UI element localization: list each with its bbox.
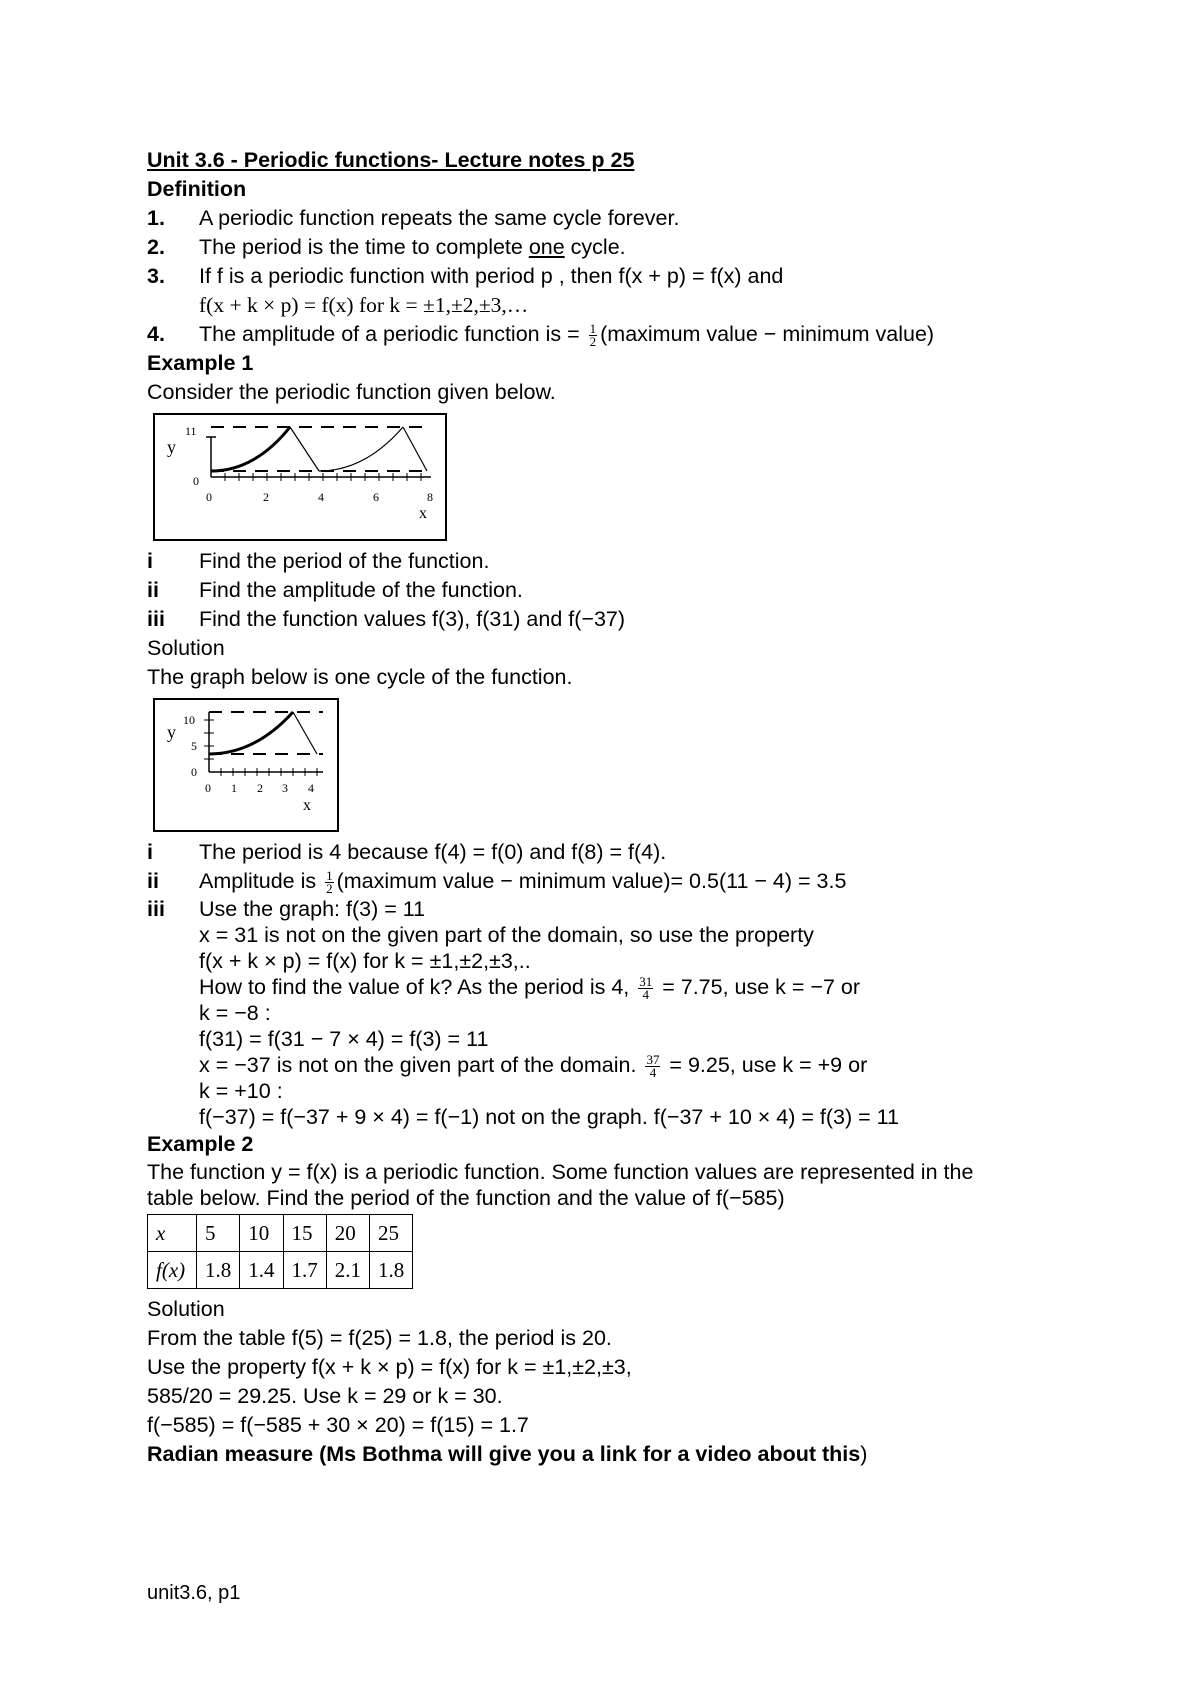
- function-curve-cycle-2: [319, 427, 403, 471]
- item-text-post: (maximum value − minimum value): [600, 322, 935, 346]
- answer-iii-line-3: f(x + k × p) = f(x) for k = ±1,±2,±3,..: [199, 949, 531, 973]
- item-text: If f is a periodic function with period p , then f(x + p) = f(x) and: [199, 264, 784, 288]
- table-cell: 20: [326, 1215, 369, 1252]
- solution-intro: The graph below is one cycle of the function.: [147, 665, 573, 689]
- question-iii: iii Find the function values f(3), f(31) and f(−37): [147, 607, 626, 631]
- function-curve: [209, 712, 293, 754]
- table-header-cell: x: [148, 1215, 197, 1252]
- example-2-solution-line-1: From the table f(5) = f(25) = 1.8, the period is 20.: [147, 1326, 612, 1350]
- example-2-intro-line-1: The function y = f(x) is a periodic function. Some function values are represented in the: [147, 1160, 974, 1184]
- underlined-word: one: [528, 235, 565, 259]
- example-2-solution-line-2: Use the property f(x + k × p) = f(x) for k = ±1,±2,±3,: [147, 1355, 632, 1379]
- solution-label: Solution: [147, 636, 225, 660]
- definition-item-4: [147, 320, 1107, 349]
- function-drop: [293, 712, 317, 754]
- answer-iii-line-4: How to find the value of k? As the period is 4, $\frac{31}{4}$ = 7.75, use k = −7 or: [199, 973, 861, 1002]
- item-number: 2.: [147, 235, 165, 259]
- x-tick-label-4: 4: [308, 781, 314, 795]
- table-cell: 1.4: [240, 1252, 283, 1289]
- fraction-37-4: $\frac{37}{4}$: [646, 1051, 660, 1080]
- definition-heading: Definition: [147, 177, 247, 201]
- item-number: 3.: [147, 264, 165, 288]
- example-2-heading: Example 2: [147, 1132, 254, 1156]
- table-cell: 1.8: [370, 1252, 413, 1289]
- item-text: A periodic function repeats the same cycle forever.: [199, 206, 680, 230]
- item-number: 4.: [147, 322, 165, 346]
- function-values-table: [147, 1214, 413, 1289]
- x-tick-label-4: 4: [318, 490, 324, 504]
- item-text-pre: The amplitude of a periodic function is =: [199, 322, 586, 346]
- example-2-solution-line-3: 585/20 = 29.25. Use k = 29 or k = 30.: [147, 1384, 503, 1408]
- item-text-pre: The period is the time to complete: [199, 235, 529, 259]
- answer-iii-line-9: f(−37) = f(−37 + 9 × 4) = f(−1) not on the graph. f(−37 + 10 × 4) = f(3) = 11: [199, 1105, 899, 1129]
- table-cell: 1.8: [197, 1252, 240, 1289]
- example-2-solution-label: Solution: [147, 1297, 225, 1321]
- x-tick-label-2: 2: [257, 781, 263, 795]
- table-cell: 5: [197, 1215, 240, 1252]
- y-tick-label-10: 10: [183, 713, 195, 727]
- table-cell: 1.7: [283, 1252, 326, 1289]
- one-cycle-graph: [153, 698, 339, 832]
- answer-ii: ii Amplitude is $\frac{1}{2}$ (maximum value − minimum value)= 0.5(11 − 4) = 3.5: [147, 867, 847, 896]
- y-tick-label-0: 0: [193, 474, 199, 488]
- function-drop-1: [290, 427, 319, 471]
- question-i: i Find the period of the function.: [147, 549, 490, 573]
- periodic-function-graph: [153, 413, 447, 541]
- answer-iii-line-8: k = +10 :: [199, 1079, 283, 1103]
- y-tick-label-0: 0: [191, 765, 197, 779]
- answer-iii-line-5: k = −8 :: [199, 1001, 271, 1025]
- table-cell: 15: [283, 1215, 326, 1252]
- x-tick-label-1: 1: [231, 781, 237, 795]
- y-axis-label: y: [167, 722, 176, 742]
- definition-item-3-formula: f(x + k × p) = f(x) for k = ±1,±2,±3,…: [199, 293, 529, 317]
- x-axis-label: x: [419, 505, 427, 522]
- y-tick-label-11: 11: [185, 424, 197, 438]
- table-row: [148, 1215, 413, 1252]
- radian-measure-heading: Radian measure (Ms Bothma will give you a link for a video about this): [147, 1442, 868, 1466]
- x-axis-label: x: [303, 797, 311, 814]
- example-2-solution-line-4: f(−585) = f(−585 + 30 × 20) = f(15) = 1.7: [147, 1413, 529, 1437]
- example-1-heading: Example 1: [147, 351, 254, 375]
- answer-iii-line-2: x = 31 is not on the given part of the domain, so use the property: [199, 923, 814, 947]
- x-tick-label-0: 0: [205, 781, 211, 795]
- item-text-post: cycle.: [564, 235, 626, 259]
- table-cell: 10: [240, 1215, 283, 1252]
- item-number: 1.: [147, 206, 165, 230]
- table-cell: 2.1: [326, 1252, 369, 1289]
- x-tick-label-6: 6: [373, 490, 379, 504]
- function-curve-cycle-1: [211, 427, 290, 471]
- lecture-notes-page: [147, 146, 1107, 1469]
- definition-item-3: [147, 262, 1107, 291]
- function-drop-2: [403, 427, 427, 471]
- fraction-half: $\frac{1}{2}$: [326, 867, 333, 896]
- answer-iii-line-1: iii Use the graph: f(3) = 11: [147, 897, 426, 921]
- fraction-half: $\frac{1}{2}$: [589, 320, 597, 349]
- definition-item-2: [147, 233, 1107, 262]
- x-tick-label-0: 0: [206, 490, 212, 504]
- x-tick-label-2: 2: [263, 490, 269, 504]
- x-tick-label-3: 3: [282, 781, 288, 795]
- y-axis-label: y: [167, 437, 176, 457]
- example-1-intro: Consider the periodic function given below.: [147, 380, 556, 404]
- table-row: [148, 1252, 413, 1289]
- answer-iii-line-7: x = −37 is not on the given part of the domain. $\frac{37}{4}$ = 9.25, use k = +9 or: [199, 1051, 868, 1080]
- table-cell: 25: [370, 1215, 413, 1252]
- fraction-31-4: $\frac{31}{4}$: [639, 973, 653, 1002]
- page-title: Unit 3.6 - Periodic functions- Lecture notes p 25: [147, 148, 635, 172]
- x-tick-label-8: 8: [427, 490, 433, 504]
- answer-iii-line-6: f(31) = f(31 − 7 × 4) = f(3) = 11: [199, 1027, 489, 1051]
- question-ii: ii Find the amplitude of the function.: [147, 578, 523, 602]
- definition-item-1: [147, 204, 1107, 233]
- table-header-cell: f(x): [148, 1252, 197, 1289]
- y-tick-label-5: 5: [191, 739, 197, 753]
- page-footer: unit3.6, p1: [147, 1582, 241, 1604]
- answer-i: i The period is 4 because f(4) = f(0) and f(8) = f(4).: [147, 840, 667, 864]
- example-2-intro-line-2: table below. Find the period of the function and the value of f(−585): [147, 1186, 785, 1210]
